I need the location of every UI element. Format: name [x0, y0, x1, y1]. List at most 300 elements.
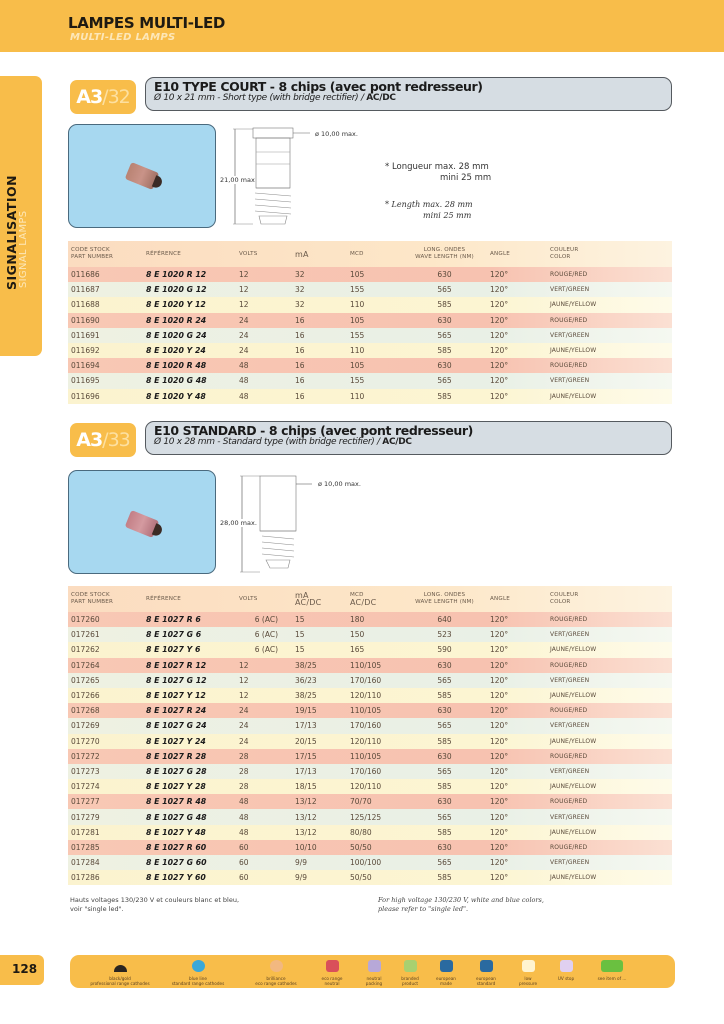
cell-volts: 48	[239, 361, 249, 371]
cell-code: 011692	[71, 346, 100, 356]
legend-label: european	[436, 976, 456, 981]
cell-code: 017286	[71, 873, 100, 883]
legend-label: pressure	[518, 981, 538, 986]
cell-reference: 8 E 1020 Y 12	[146, 300, 206, 310]
table-row	[68, 373, 672, 388]
cell-angle: 120°	[490, 827, 509, 837]
section-subtitle	[154, 93, 663, 103]
cell-wave-length: 565	[437, 766, 452, 776]
cell-code: 011687	[71, 285, 100, 295]
table-row	[68, 764, 672, 779]
cell-color: ROUGE/RED	[550, 316, 588, 324]
cell-mcd: 105	[350, 315, 365, 325]
cell-ma: 13/12	[295, 797, 317, 807]
cell-volts: 12	[239, 660, 249, 670]
cell-wave-length: 565	[437, 675, 452, 685]
cell-color: JAUNE/YELLOW	[550, 874, 597, 882]
cell-reference: 8 E 1027 G 60	[146, 858, 207, 868]
cell-color: ROUGE/RED	[550, 616, 588, 624]
cell-wave-length: 565	[437, 330, 452, 340]
header-wave-length-line: LONG. ONDES	[423, 592, 466, 598]
cell-color: VERT/GREEN	[550, 722, 590, 730]
cell-color: VERT/GREEN	[550, 676, 590, 684]
cell-wave-length: 630	[437, 660, 452, 670]
cell-mcd: 165	[350, 645, 365, 655]
table-row	[68, 612, 672, 627]
code-number: /32	[102, 86, 130, 108]
cell-volts: 6 (AC)	[254, 615, 278, 625]
cell-ma: 16	[295, 391, 305, 401]
cell-code: 017265	[71, 675, 100, 685]
header-color-line: COULEUR	[550, 592, 579, 598]
cell-wave-length: 565	[437, 285, 452, 295]
cell-reference: 8 E 1027 Y 12	[146, 691, 206, 701]
legend-label: brilliance	[266, 976, 286, 981]
cell-ma: 16	[295, 376, 305, 386]
spec-table-2	[68, 586, 672, 885]
diameter-label: ø 10,00 max.	[315, 130, 358, 138]
cell-reference: 8 E 1027 Y 24	[146, 736, 206, 746]
cell-code: 011696	[71, 391, 100, 401]
cell-volts: 60	[239, 842, 249, 852]
cell-color: ROUGE/RED	[550, 707, 588, 715]
table-row	[68, 779, 672, 794]
cell-ma: 18/15	[295, 782, 317, 792]
legend-label: packing	[365, 981, 383, 986]
cell-mcd: 180	[350, 615, 365, 625]
cell-mcd: 110	[350, 346, 365, 356]
cell-angle: 120°	[490, 812, 509, 822]
cell-ma: 15	[295, 645, 305, 655]
cell-ma: 17/13	[295, 766, 317, 776]
header-mcd-line: MCD	[350, 592, 364, 598]
legend-label: standard	[476, 981, 496, 986]
cell-mcd: 110/105	[350, 706, 382, 716]
cell-code: 017284	[71, 858, 100, 868]
cell-wave-length: 585	[437, 691, 452, 701]
header-ma-line: AC/DC	[295, 598, 322, 607]
cell-mcd: 110/105	[350, 660, 382, 670]
cell-code: 011690	[71, 315, 100, 325]
cell-reference: 8 E 1027 R 24	[146, 706, 207, 716]
table-row	[68, 855, 672, 870]
legend-label: low	[524, 976, 532, 981]
cell-angle: 120°	[490, 797, 509, 807]
table-row	[68, 627, 672, 642]
table-row	[68, 343, 672, 358]
header-code	[68, 586, 143, 612]
cell-angle: 120°	[490, 691, 509, 701]
cell-ma: 9/9	[295, 858, 308, 868]
cell-color: VERT/GREEN	[550, 286, 590, 294]
cell-volts: 12	[239, 270, 249, 280]
cell-reference: 8 E 1020 G 48	[146, 376, 207, 386]
cell-volts: 6 (AC)	[254, 630, 278, 640]
table-row	[68, 673, 672, 688]
cell-code: 017264	[71, 660, 100, 670]
cell-wave-length: 630	[437, 751, 452, 761]
footnote-fr-line1: Hauts voltages 130/230 V et couleurs blanc et bleu,	[70, 896, 240, 904]
cell-color: JAUNE/YELLOW	[550, 646, 597, 654]
header-mcd	[347, 241, 402, 267]
cell-angle: 120°	[490, 751, 509, 761]
header-volts	[236, 586, 292, 612]
see-item-icon	[601, 960, 623, 972]
cell-ma: 16	[295, 361, 305, 371]
cell-wave-length: 565	[437, 858, 452, 868]
code-prefix: A3	[76, 86, 103, 108]
product-photo	[68, 124, 216, 228]
header-code-line: CODE STOCK	[71, 592, 110, 598]
cell-volts: 12	[239, 675, 249, 685]
table-row	[68, 734, 672, 749]
table-row	[68, 389, 672, 404]
cell-angle: 120°	[490, 376, 509, 386]
section-code-badge	[70, 80, 136, 114]
header-angle-line: ANGLE	[490, 595, 510, 602]
cell-ma: 13/12	[295, 812, 317, 822]
cell-volts: 12	[239, 691, 249, 701]
footnote-fr-line2: voir "single led".	[70, 905, 124, 913]
cell-ma: 16	[295, 330, 305, 340]
cell-color: JAUNE/YELLOW	[550, 301, 597, 309]
table-row	[68, 749, 672, 764]
cell-volts: 28	[239, 766, 249, 776]
cell-color: VERT/GREEN	[550, 377, 590, 385]
header-code	[68, 241, 143, 267]
footnote-en-line1: For high voltage 130/230 V, white and blue colors,	[378, 896, 544, 904]
cell-volts: 28	[239, 751, 249, 761]
cell-color: JAUNE/YELLOW	[550, 783, 597, 791]
legend-label: product	[401, 981, 419, 986]
section-title-box	[145, 421, 672, 455]
cell-volts: 12	[239, 285, 249, 295]
footnote-en-line2: please refer to "single led".	[378, 905, 469, 913]
cell-volts: 24	[239, 346, 249, 356]
cell-ma: 32	[295, 270, 305, 280]
cell-angle: 120°	[490, 361, 509, 371]
cell-reference: 8 E 1020 Y 48	[146, 391, 206, 401]
cell-mcd: 120/110	[350, 691, 382, 701]
cell-wave-length: 585	[437, 873, 452, 883]
cell-code: 017285	[71, 842, 100, 852]
note-fr-line1: * Longueur max. 28 mm	[385, 162, 489, 172]
table-row	[68, 658, 672, 673]
lamp-image	[125, 162, 160, 190]
cell-color: VERT/GREEN	[550, 631, 590, 639]
cell-mcd: 105	[350, 270, 365, 280]
cell-angle: 120°	[490, 391, 509, 401]
cell-ma: 15	[295, 630, 305, 640]
section-title: E10 STANDARD - 8 chips (avec pont redresseur)	[154, 423, 473, 438]
cell-ma: 20/15	[295, 736, 317, 746]
header-mcd-line: MCD	[350, 250, 364, 257]
legend-label: branded	[401, 976, 419, 981]
cell-mcd: 110/105	[350, 751, 382, 761]
cell-volts: 12	[239, 300, 249, 310]
cell-wave-length: 565	[437, 812, 452, 822]
black-gold-cathode-icon	[114, 965, 127, 972]
cell-color: ROUGE/RED	[550, 752, 588, 760]
cell-angle: 120°	[490, 706, 509, 716]
header-wave-length-line: LONG. ONDES	[423, 247, 466, 253]
cell-ma: 38/25	[295, 691, 317, 701]
cell-reference: 8 E 1020 R 48	[146, 361, 207, 371]
cell-code: 017270	[71, 736, 100, 746]
legend-label: neutral	[324, 981, 340, 986]
cell-volts: 24	[239, 706, 249, 716]
cell-angle: 120°	[490, 315, 509, 325]
cell-reference: 8 E 1027 R 12	[146, 660, 207, 670]
cell-color: ROUGE/RED	[550, 661, 588, 669]
cell-angle: 120°	[490, 660, 509, 670]
page-subtitle: MULTI-LED LAMPS	[70, 32, 176, 43]
cell-code: 011686	[71, 270, 100, 280]
table-row	[68, 297, 672, 312]
cell-angle: 120°	[490, 858, 509, 868]
cell-reference: 8 E 1027 G 12	[146, 675, 207, 685]
spec-table-1	[68, 241, 672, 404]
subtitle-acdc: AC/DC	[366, 93, 396, 103]
cell-color: JAUNE/YELLOW	[550, 392, 597, 400]
header-reference-line: RÉFÉRENCE	[146, 250, 182, 257]
cell-wave-length: 590	[437, 645, 452, 655]
cell-ma: 17/13	[295, 721, 317, 731]
side-tab-subtitle: SIGNAL LAMPS	[18, 210, 29, 288]
table-row	[68, 794, 672, 809]
cell-angle: 120°	[490, 873, 509, 883]
header-reference-line: RÉFÉRENCE	[146, 595, 182, 602]
cell-ma: 15	[295, 615, 305, 625]
cell-reference: 8 E 1020 R 12	[146, 270, 207, 280]
cell-mcd: 80/80	[350, 827, 372, 837]
cell-color: JAUNE/YELLOW	[550, 347, 597, 355]
cell-volts: 28	[239, 782, 249, 792]
cell-angle: 120°	[490, 766, 509, 776]
code-number: /33	[102, 429, 130, 451]
header-code-line: PART NUMBER	[71, 599, 114, 605]
cell-code: 011694	[71, 361, 100, 371]
cell-angle: 120°	[490, 285, 509, 295]
cell-code: 017277	[71, 797, 100, 807]
legend-label: black/gold	[109, 976, 131, 981]
cell-wave-length: 630	[437, 842, 452, 852]
cell-mcd: 120/110	[350, 782, 382, 792]
cell-wave-length: 585	[437, 782, 452, 792]
legend-label: eco range cathodes	[255, 981, 297, 986]
cell-wave-length: 585	[437, 300, 452, 310]
header-color-line: COLOR	[550, 599, 571, 605]
header-ma-line: mA	[295, 249, 309, 259]
cell-reference: 8 E 1027 R 48	[146, 797, 207, 807]
cell-reference: 8 E 1020 R 24	[146, 315, 207, 325]
code-prefix: A3	[76, 429, 103, 451]
cell-wave-length: 585	[437, 827, 452, 837]
cell-reference: 8 E 1027 R 6	[146, 615, 201, 625]
diameter-label: ø 10,00 max.	[318, 480, 361, 488]
subtitle-text: Ø 10 x 21 mm - Short type (with bridge rectifier) /	[154, 93, 367, 103]
cell-mcd: 105	[350, 361, 365, 371]
legend-label: blue line	[189, 976, 207, 981]
cell-code: 017262	[71, 645, 100, 655]
cell-volts: 6 (AC)	[254, 645, 278, 655]
cell-mcd: 155	[350, 285, 365, 295]
header-ma	[292, 241, 347, 267]
header-volts-line: VOLTS	[239, 250, 258, 257]
cell-mcd: 155	[350, 330, 365, 340]
cell-reference: 8 E 1027 R 28	[146, 751, 207, 761]
cell-angle: 120°	[490, 615, 509, 625]
cell-mcd: 150	[350, 630, 365, 640]
cell-mcd: 170/160	[350, 721, 382, 731]
cell-wave-length: 585	[437, 346, 452, 356]
cell-mcd: 50/50	[350, 842, 372, 852]
note-en-line1: * Length max. 28 mm	[385, 200, 473, 209]
header-volts-line: VOLTS	[239, 595, 258, 602]
legend-label: neutral	[366, 976, 382, 981]
cell-color: JAUNE/YELLOW	[550, 692, 597, 700]
header-angle-line: ANGLE	[490, 250, 510, 257]
table-row	[68, 840, 672, 855]
cell-volts: 48	[239, 376, 249, 386]
cell-code: 011695	[71, 376, 100, 386]
cell-ma: 10/10	[295, 842, 317, 852]
lamp-image	[125, 510, 160, 538]
product-photo	[68, 470, 216, 574]
footnote-en	[378, 896, 544, 914]
footnote-fr	[70, 896, 239, 914]
note-fr-line2: mini 25 mm	[440, 173, 492, 183]
cell-wave-length: 630	[437, 315, 452, 325]
cell-ma: 16	[295, 315, 305, 325]
cell-ma: 36/23	[295, 675, 317, 685]
cell-code: 011688	[71, 300, 100, 310]
cell-wave-length: 630	[437, 270, 452, 280]
cell-volts: 24	[239, 330, 249, 340]
legend-label: made	[440, 981, 452, 986]
cell-volts: 60	[239, 858, 249, 868]
table-row	[68, 809, 672, 824]
cell-mcd: 170/160	[350, 766, 382, 776]
header-wave-length-line: WAVE LENGTH (NM)	[415, 599, 474, 605]
table-row	[68, 825, 672, 840]
cell-volts: 48	[239, 827, 249, 837]
cell-angle: 120°	[490, 721, 509, 731]
table-row	[68, 267, 672, 282]
header-wave-length-line: WAVE LENGTH (NM)	[415, 254, 474, 260]
cell-code: 017268	[71, 706, 100, 716]
table-row	[68, 870, 672, 885]
side-tab-text	[4, 175, 29, 290]
cell-mcd: 50/50	[350, 873, 372, 883]
cell-reference: 8 E 1027 R 60	[146, 842, 207, 852]
height-label: 28,00 max.	[220, 519, 257, 527]
header-reference	[143, 241, 236, 267]
cell-mcd: 170/160	[350, 675, 382, 685]
brilliance-icon	[270, 960, 283, 972]
header-angle	[487, 241, 547, 267]
subtitle-acdc: AC/DC	[382, 437, 412, 447]
cell-code: 017261	[71, 630, 100, 640]
page-number: 128	[12, 962, 38, 976]
cell-code: 017273	[71, 766, 100, 776]
header-volts	[236, 241, 292, 267]
section-subtitle	[154, 437, 663, 447]
cell-reference: 8 E 1027 Y 60	[146, 873, 206, 883]
cell-wave-length: 565	[437, 721, 452, 731]
cell-code: 017266	[71, 691, 100, 701]
header-wave-length	[402, 586, 487, 612]
cell-mcd: 110	[350, 300, 365, 310]
cell-color: VERT/GREEN	[550, 813, 590, 821]
cell-reference: 8 E 1020 Y 24	[146, 346, 206, 356]
table-header-row	[68, 586, 672, 612]
cell-color: ROUGE/RED	[550, 843, 588, 851]
legend-label: standard range cathodes	[171, 981, 225, 986]
header-wave-length	[402, 241, 487, 267]
cell-volts: 48	[239, 812, 249, 822]
table-row	[68, 358, 672, 373]
cell-ma: 17/15	[295, 751, 317, 761]
cell-mcd: 120/110	[350, 736, 382, 746]
cell-code: 017269	[71, 721, 100, 731]
table-header-row	[68, 241, 672, 267]
cell-mcd: 125/125	[350, 812, 382, 822]
legend-label: UV stop	[557, 976, 575, 981]
header-mcd	[347, 586, 402, 612]
table-row	[68, 282, 672, 297]
cell-color: ROUGE/RED	[550, 798, 588, 806]
header-code-line: PART NUMBER	[71, 254, 114, 260]
section-title: E10 TYPE COURT - 8 chips (avec pont redresseur)	[154, 79, 483, 94]
height-label: 21,00 max	[220, 176, 255, 184]
cell-mcd: 155	[350, 376, 365, 386]
cell-ma: 38/25	[295, 660, 317, 670]
cell-wave-length: 640	[437, 615, 452, 625]
cell-angle: 120°	[490, 675, 509, 685]
table-row	[68, 313, 672, 328]
cell-wave-length: 630	[437, 797, 452, 807]
cell-mcd: 100/100	[350, 858, 382, 868]
cell-wave-length: 585	[437, 736, 452, 746]
cell-color: VERT/GREEN	[550, 767, 590, 775]
cell-code: 017281	[71, 827, 100, 837]
uv-stop-icon	[560, 960, 573, 972]
cell-ma: 9/9	[295, 873, 308, 883]
cell-reference: 8 E 1027 Y 6	[146, 645, 201, 655]
cell-code: 017260	[71, 615, 100, 625]
legend-item	[158, 957, 238, 986]
header-angle	[487, 586, 547, 612]
header-reference	[143, 586, 236, 612]
legend-label: professional range cathodes	[90, 981, 150, 986]
cell-color: JAUNE/YELLOW	[550, 737, 597, 745]
header-ma-line: mA	[295, 591, 309, 600]
cell-reference: 8 E 1027 G 28	[146, 766, 207, 776]
cell-angle: 120°	[490, 842, 509, 852]
cell-reference: 8 E 1027 Y 28	[146, 782, 206, 792]
cell-ma: 32	[295, 285, 305, 295]
cell-code: 017272	[71, 751, 100, 761]
cell-angle: 120°	[490, 736, 509, 746]
table-row	[68, 642, 672, 657]
cell-volts: 24	[239, 315, 249, 325]
cell-volts: 48	[239, 391, 249, 401]
header-color	[547, 586, 672, 612]
legend-item	[572, 957, 652, 981]
cell-wave-length: 585	[437, 391, 452, 401]
cell-color: VERT/GREEN	[550, 331, 590, 339]
